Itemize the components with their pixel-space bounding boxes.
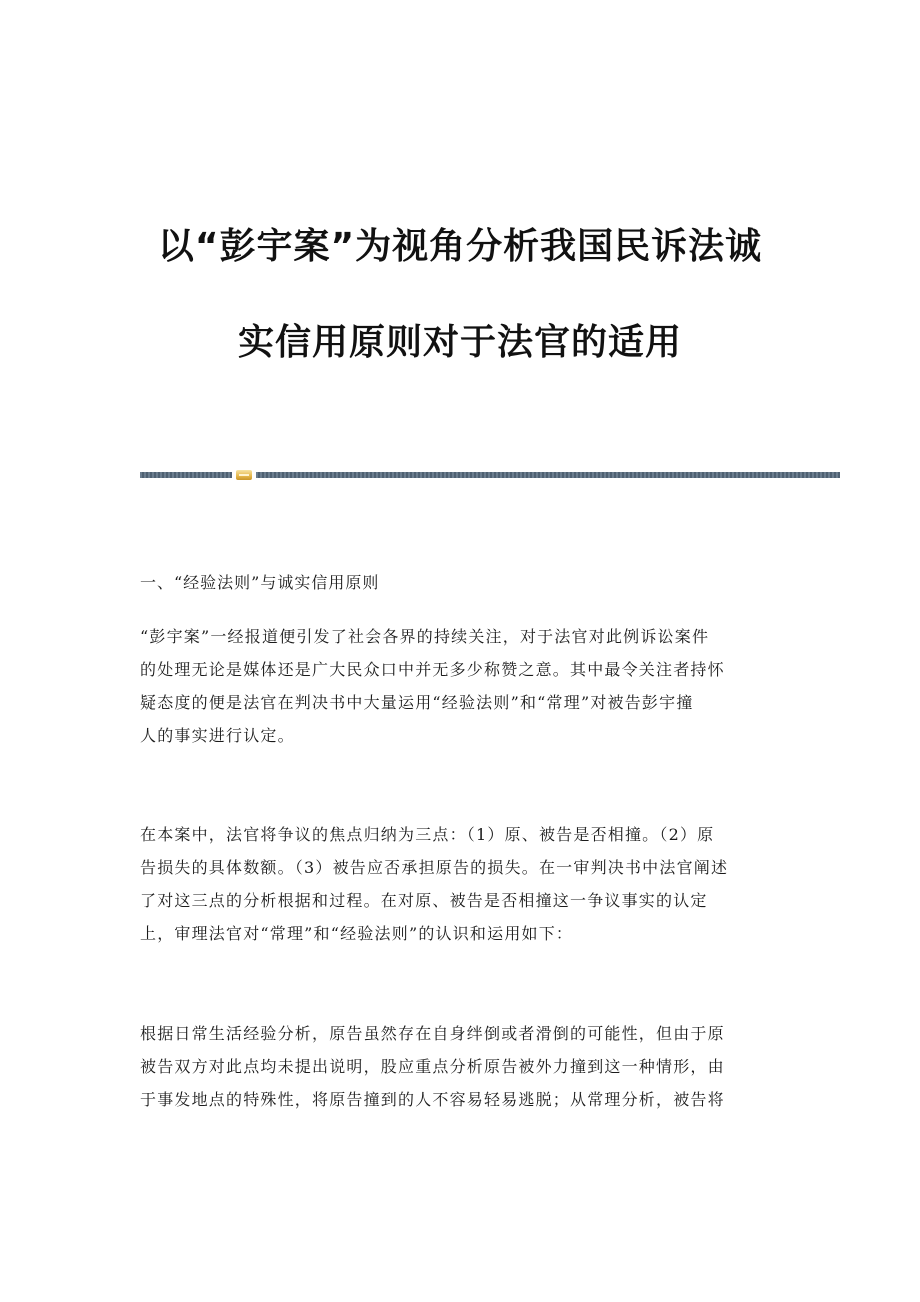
paragraph-3 (140, 1017, 780, 1116)
paragraph-line: 疑态度的便是法官在判决书中大量运用“经验法则”和“常理”对被告彭宇撞 (140, 693, 694, 712)
paragraph-line: 被告双方对此点均未提出说明，股应重点分析原告被外力撞到这一种情形，由 (140, 1057, 725, 1076)
paragraph-line: 上，审理法官对“常理”和“经验法则”的认识和运用如下： (140, 924, 574, 943)
paragraph-line: 于事发地点的特殊性，将原告撞到的人不容易轻易逃脱；从常理分析，被告将 (140, 1090, 725, 1109)
paragraph-1 (140, 620, 780, 752)
title-divider (140, 470, 840, 480)
document-title-line-2: 实信用原则对于法官的适用 (237, 322, 682, 363)
document-title-line-1: 以“彭宇案”为视角分析我国民诉法诚 (157, 226, 763, 267)
paragraph-line: 了对这三点的分析根据和过程。在对原、被告是否相撞这一争议事实的认定 (140, 891, 708, 910)
paragraph-2 (140, 818, 780, 950)
paragraph-line: “彭宇案”一经报道便引发了社会各界的持续关注，对于法官对此例诉讼案件 (140, 627, 710, 646)
paragraph-line: 告损失的具体数额。（3）被告应否承担原告的损失。在一审判决书中法官阐述 (140, 858, 729, 877)
paragraph-line: 人的事实进行认定。 (140, 726, 295, 745)
paragraph-line: 根据日常生活经验分析，原告虽然存在自身绊倒或者滑倒的可能性，但由于原 (140, 1024, 725, 1043)
envelope-ornament-icon (236, 470, 252, 480)
paragraph-line: 在本案中，法官将争议的焦点归纳为三点：（1）原、被告是否相撞。（2）原 (140, 825, 715, 844)
paragraph-line: 的处理无论是媒体还是广大民众口中并无多少称赞之意。其中最令关注者持怀 (140, 660, 725, 679)
section-heading: 一、“经验法则”与诚实信用原则 (140, 573, 380, 592)
divider-bar-left (140, 472, 232, 478)
divider-bar-right (256, 472, 840, 478)
